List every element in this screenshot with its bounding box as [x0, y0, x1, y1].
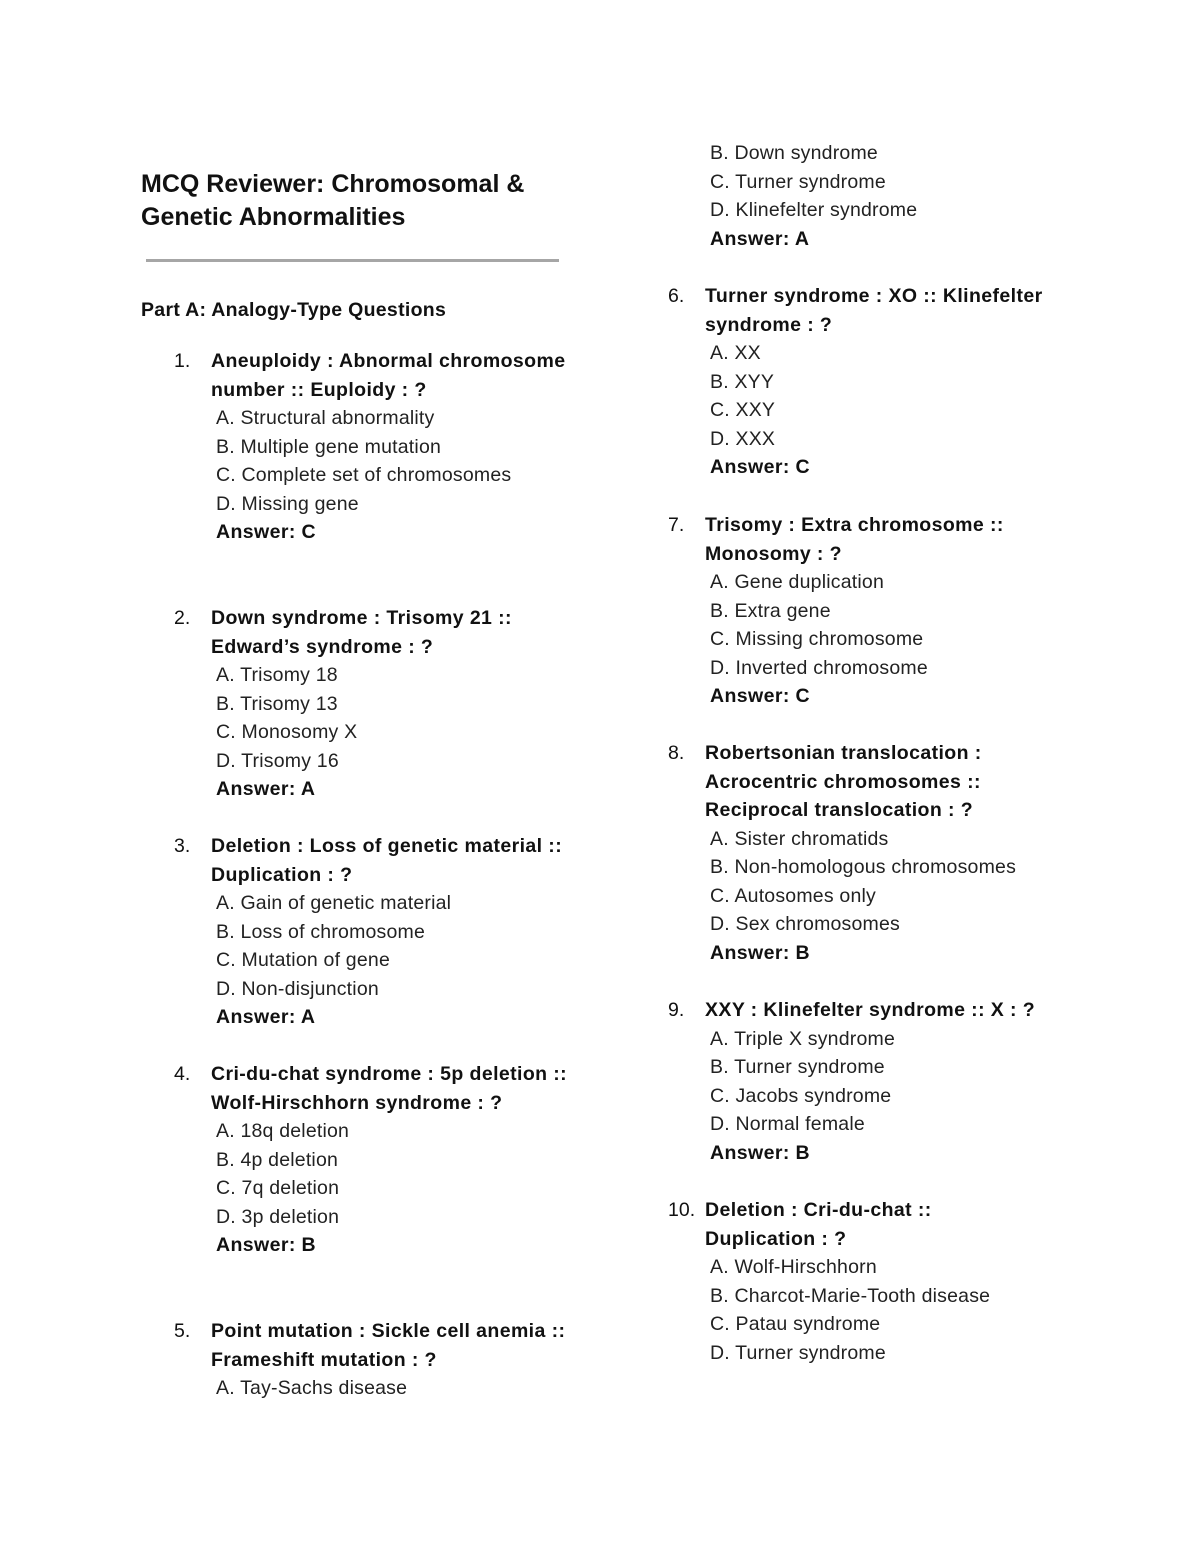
option-a: A. XX [710, 342, 761, 364]
question-number: 6. [668, 285, 685, 307]
question-text: Deletion : Cri-du-chat :: Duplication : ? [705, 1199, 932, 1250]
question-2 [141, 604, 581, 804]
question-5 [141, 1317, 581, 1403]
question-4 [141, 1060, 581, 1260]
question-text: Robertsonian translocation : Acrocentric chromosomes :: Reciprocal translocation : ? [705, 742, 982, 821]
part-heading: Part A: Analogy-Type Questions [141, 299, 447, 321]
question-6 [668, 282, 1108, 482]
option-b: B. Turner syndrome [710, 1056, 885, 1078]
answer: Answer: C [710, 685, 811, 707]
option-c: C. XXY [710, 399, 776, 421]
question-number: 3. [174, 835, 191, 857]
option-b: B. XYY [710, 370, 775, 393]
option-b: B. Multiple gene mutation [216, 435, 442, 458]
option-c: C. 7q deletion [216, 1177, 340, 1199]
option-a: A. Tay-Sachs disease [216, 1377, 408, 1399]
title-line-1: MCQ Reviewer: Chromosomal & [141, 170, 525, 198]
option-c: C. Patau syndrome [710, 1313, 881, 1335]
option-d: D. Turner syndrome [710, 1341, 886, 1364]
question-text: Turner syndrome : XO :: Klinefelter syndrome : ? [705, 285, 1043, 336]
question-text: Deletion : Loss of genetic material :: Duplication : ? [211, 835, 563, 886]
option-c: C. Mutation of gene [216, 949, 390, 971]
question-number: 1. [174, 350, 191, 372]
option-d: D. XXX [710, 427, 776, 450]
option-a: A. 18q deletion [216, 1120, 350, 1142]
question-3 [141, 832, 581, 1032]
option-c: C. Turner syndrome [710, 170, 886, 193]
option-d: D. 3p deletion [216, 1205, 340, 1228]
option-b: B. Extra gene [710, 599, 831, 622]
title-line-2: Genetic Abnormalities [141, 203, 406, 231]
option-list [710, 139, 1108, 253]
question-text: XXY : Klinefelter syndrome :: X : ? [705, 999, 1036, 1021]
question-1 [141, 347, 581, 547]
option-list [216, 889, 581, 1032]
option-d: D. Klinefelter syndrome [710, 199, 918, 221]
question-number: 8. [668, 742, 685, 764]
option-b: B. Non-homologous chromosomes [710, 856, 1017, 878]
answer: Answer: B [216, 1234, 317, 1256]
option-a: A. Triple X syndrome [710, 1027, 895, 1050]
option-b: B. Down syndrome [710, 142, 878, 164]
option-list [216, 1117, 581, 1260]
option-c: C. Missing chromosome [710, 628, 924, 650]
option-d: D. Non-disjunction [216, 977, 379, 1000]
option-a: A. Wolf-Hirschhorn [710, 1256, 877, 1278]
question-text: Cri-du-chat syndrome : 5p deletion :: Wolf-Hirschhorn syndrome : ? [211, 1063, 568, 1114]
option-b: B. Loss of chromosome [216, 920, 426, 943]
option-list [216, 1374, 581, 1403]
answer: Answer: A [710, 227, 810, 250]
option-a: A. Gene duplication [710, 571, 884, 593]
option-c: C. Complete set of chromosomes [216, 464, 512, 486]
option-list [710, 1253, 1108, 1367]
question-number: 5. [174, 1320, 191, 1342]
question-number: 10. [668, 1199, 696, 1221]
option-a: A. Trisomy 18 [216, 664, 338, 686]
option-a: A. Structural abnormality [216, 407, 435, 429]
option-c: C. Autosomes only [710, 884, 876, 907]
option-d: D. Sex chromosomes [710, 913, 900, 935]
answer: Answer: B [710, 941, 811, 964]
option-d: D. Missing gene [216, 492, 359, 515]
option-list [216, 661, 581, 804]
question-text: Aneuploidy : Abnormal chromosome number :: Euploidy : ? [211, 350, 566, 401]
option-list [710, 825, 1108, 968]
option-d: D. Inverted chromosome [710, 656, 928, 679]
question-7 [668, 511, 1108, 711]
title-divider [146, 259, 559, 262]
question-10 [668, 1196, 1108, 1367]
question-text: Down syndrome : Trisomy 21 :: Edward’s syndrome : ? [211, 607, 512, 658]
option-a: A. Sister chromatids [710, 827, 889, 850]
answer: Answer: C [216, 521, 317, 543]
question-8 [668, 739, 1108, 967]
question-number: 9. [668, 999, 685, 1021]
answer: Answer: A [216, 1006, 316, 1028]
option-list [710, 339, 1108, 482]
option-d: D. Trisomy 16 [216, 749, 339, 772]
option-list [216, 404, 581, 547]
option-a: A. Gain of genetic material [216, 892, 452, 914]
question-5-continued [668, 139, 1108, 253]
option-c: C. Jacobs syndrome [710, 1084, 892, 1107]
question-number: 7. [668, 514, 685, 536]
option-list [710, 568, 1108, 711]
option-b: B. Trisomy 13 [216, 692, 338, 715]
document-title [141, 168, 561, 234]
answer: Answer: A [216, 778, 316, 800]
option-d: D. Normal female [710, 1113, 865, 1135]
option-list [710, 1025, 1108, 1168]
option-b: B. Charcot-Marie-Tooth disease [710, 1284, 991, 1307]
option-c: C. Monosomy X [216, 721, 358, 743]
answer: Answer: B [710, 1141, 811, 1164]
question-number: 4. [174, 1063, 191, 1085]
question-9 [668, 996, 1108, 1167]
question-number: 2. [174, 607, 191, 629]
question-text: Trisomy : Extra chromosome :: Monosomy : ? [705, 514, 1004, 565]
answer: Answer: C [710, 456, 811, 478]
option-b: B. 4p deletion [216, 1148, 339, 1171]
question-text: Point mutation : Sickle cell anemia :: Frameshift mutation : ? [211, 1320, 566, 1371]
